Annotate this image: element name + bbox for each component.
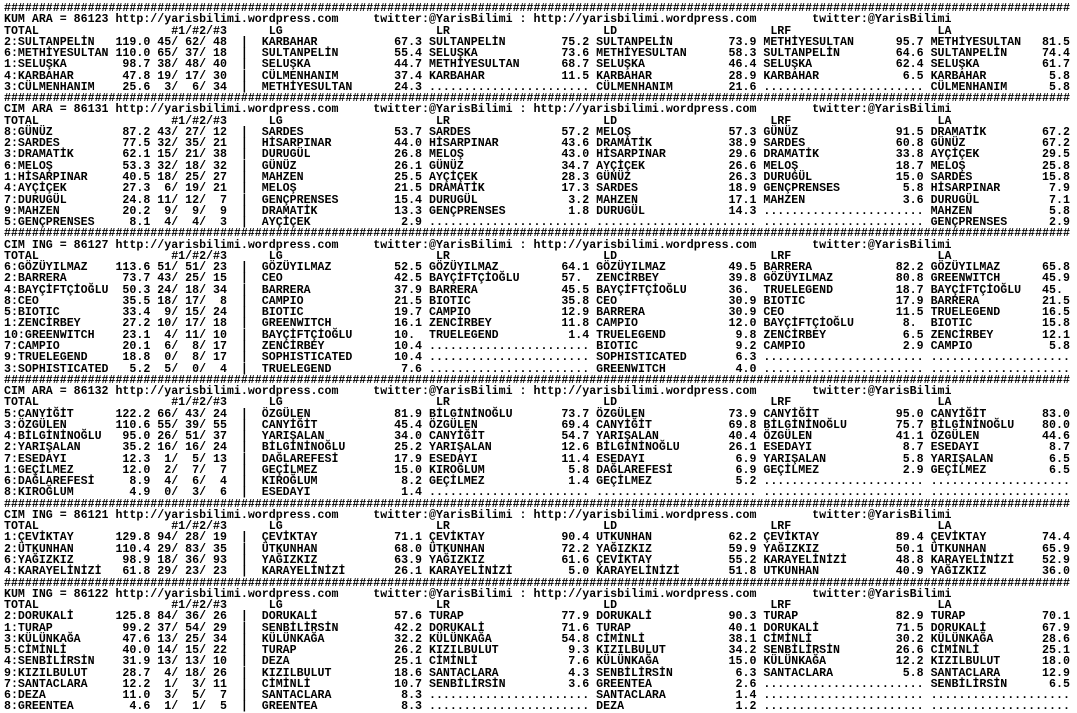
stat-row: 7:SANTACLARA 12.2 1/ 3/ 11 | CİMİNLİ 10.7 SENBİLİRSİN 3.6 GREENTEA 2.6 ....................... SENBİLİRSİN 6.5 [4, 677, 1070, 691]
stat-row: 9:KIZILBULUT 28.7 4/ 18/ 26 | KIZILBULUT 18.6 SANTACLARA 4.3 SENBİLİRSİN 6.3 SANTACLARA 5.8 SANTACLARA 12.9 [4, 666, 1070, 680]
stat-row: 1:ZENCİRBEY 27.2 10/ 17/ 18 | GREENWITCH 16.1 ZENCİRBEY 11.8 CAMPIO 12.0 BAYÇİFTÇİOĞLU 8. BIOTIC 15.8 [4, 317, 1070, 331]
stat-row: 6:DAĞLAREFESİ 8.9 4/ 6/ 4 | KIROĞLUM 8.2 GEÇİLMEZ 1.4 GEÇİLMEZ 5.2 ....................... .................... [4, 475, 1070, 489]
stat-row: 9:MAHZEN 20.2 9/ 9/ 9 | DRAMATİK 13.3 GENÇPRENSES 1.8 DURUGÜL 14.3 ....................... MAHZEN 5.8 [4, 204, 1070, 218]
column-headers: TOTAL #1/#2/#3 LG LR LD LRF LA [4, 396, 952, 410]
hash-divider: ######################################################################################################################################################### [4, 92, 1070, 106]
stat-row: 5:CANYİĞİT 122.2 66/ 43/ 24 | ÖZGÜLEN 81.9 BİLGİNİNOĞLU 73.7 ÖZGÜLEN 73.9 CANYİĞİT 95.0 CANYİĞİT 83.0 [4, 407, 1070, 421]
stat-row: 5:GENÇPRENSES 8.1 4/ 4/ 3 | AYÇİÇEK 2.9 ....................... ....................... ....................... GENÇPRENSES 2.9 [4, 216, 1070, 230]
section-title: CIM ARA = 86132 http://yarisbilimi.wordpress.com twitter:@YarisBilimi : http://yarisbilimi.wordpress.com twitter:@YarisBilimi [4, 385, 952, 399]
stat-row: 9:TRUELEGEND 18.8 0/ 8/ 17 | SOPHISTICATED 10.4 ....................... SOPHISTICATED 6.3 ....................... .................... [4, 351, 1070, 365]
stat-row: 4:AYÇİÇEK 27.3 6/ 19/ 21 | MELOŞ 21.5 DRAMATİK 17.3 SARDES 18.9 GENÇPRENSES 5.8 HİSARPINAR 7.9 [4, 182, 1070, 196]
stat-row: 6:DEZA 11.0 3/ 5/ 7 | SANTACLARA 8.3 ....................... SANTACLARA 1.4 ....................... .................... [4, 689, 1070, 703]
section-title: CIM ING = 86121 http://yarisbilimi.wordpress.com twitter:@YarisBilimi : http://yarisbilimi.wordpress.com twitter:@YarisBilimi [4, 508, 952, 522]
column-headers: TOTAL #1/#2/#3 LG LR LD LRF LA [4, 249, 952, 263]
stat-row: 2:SULTANPELİN 119.0 45/ 62/ 48 | KARBAHAR 67.3 SULTANPELİN 75.2 SULTANPELİN 73.9 METHİYESULTAN 95.7 METHİYESULTAN 81.5 [4, 35, 1070, 49]
stat-row: 6:MELOŞ 53.3 32/ 18/ 32 | GÜNÜZ 26.1 GÜNÜZ 34.7 AYÇİÇEK 26.6 MELOŞ 18.7 MELOŞ 25.8 [4, 159, 1070, 173]
stat-row: 4:BİLGİNİNOĞLU 95.0 26/ 51/ 37 | YARIŞALAN 34.0 CANYİĞİT 54.7 YARIŞALAN 40.4 ÖZGÜLEN 41.1 ÖZGÜLEN 44.6 [4, 430, 1070, 444]
column-headers: TOTAL #1/#2/#3 LG LR LD LRF LA [4, 520, 952, 534]
stat-row: 7:ESEDAYI 12.3 1/ 5/ 13 | DAĞLAREFESİ 17.9 ESEDAYI 11.4 ESEDAYI 6.9 YARIŞALAN 5.8 YARIŞALAN 6.5 [4, 452, 1070, 466]
stat-row: 4:BAYÇİFTÇİOĞLU 50.3 24/ 18/ 34 | BARRERA 37.9 BARRERA 45.5 BAYÇİFTÇİOĞLU 36. TRUELEGEND 18.7 BAYÇİFTÇİOĞLU 45. [4, 283, 1070, 297]
section-title: KUM ING = 86122 http://yarisbilimi.wordpress.com twitter:@YarisBilimi : http://yarisbilimi.wordpress.com twitter:@YarisBilimi [4, 587, 952, 601]
stat-row: 6:YAĞIZKIZ 98.9 18/ 36/ 93 | YAĞIZKIZ 63.9 YAĞIZKIZ 61.6 ÇEVİKTAY 55.2 KARAYELİNİZİ 48.8 KARAYELİNİZİ 52.9 [4, 554, 1070, 568]
stat-row: 5:BIOTIC 33.4 9/ 15/ 24 | BIOTIC 19.7 CAMPIO 12.9 BARRERA 30.9 CEO 11.5 TRUELEGEND 16.5 [4, 306, 1070, 320]
stat-row: 8:GÜNÜZ 87.2 43/ 27/ 12 | SARDES 53.7 SARDES 57.2 MELOŞ 57.3 GÜNÜZ 91.5 DRAMATİK 67.2 [4, 125, 1070, 139]
stat-row: 1:TURAP 99.2 37/ 54/ 29 | SENBİLİRSİN 42.2 DORUKALİ 71.6 TURAP 40.1 DORUKALİ 71.5 DORUKALİ 67.9 [4, 621, 1070, 635]
stat-row: 8:KIROĞLUM 4.9 0/ 3/ 6 | ESEDAYI 1.4 ....................... ....................... ....................... .................... [4, 486, 1070, 500]
stat-row: 10:GREENWITCH 23.1 4/ 11/ 10 | BAYÇİFTÇİOĞLU 10. TRUELEGEND 1.4 TRUELEGEND 9.8 ZENCİRBEY 6.5 ZENCİRBEY 12.1 [4, 328, 1070, 342]
stat-row: 3:CÜLMENHANIM 25.6 3/ 6/ 34 | METHİYESULTAN 24.3 ....................... CÜLMENHANIM 21.6 ....................... CÜLMENHANIM 5.8 [4, 80, 1070, 94]
hash-divider: ######################################################################################################################################################### [4, 576, 1070, 590]
hash-divider: ######################################################################################################################################################### [4, 227, 1070, 241]
stat-row: 4:KARAYELİNİZİ 61.8 29/ 23/ 23 | KARAYELİNİZİ 26.1 KARAYELİNİZİ 5.0 KARAYELİNİZİ 51.8 UTKUNHAN 40.9 YAĞIZKIZ 36.0 [4, 565, 1070, 579]
stat-row: 7:CAMPIO 20.1 6/ 8/ 17 | ZENCİRBEY 10.4 ....................... BIOTIC 9.2 CAMPIO 2.9 CAMPIO 5.8 [4, 339, 1070, 353]
stat-row: 7:DURUGÜL 24.8 11/ 12/ 7 | GENÇPRENSES 15.4 DURUGÜL 3.2 MAHZEN 17.1 MAHZEN 3.6 DURUGÜL 7.1 [4, 193, 1070, 207]
column-headers: TOTAL #1/#2/#3 LG LR LD LRF LA [4, 599, 952, 613]
section-title: CIM ARA = 86131 http://yarisbilimi.wordpress.com twitter:@YarisBilimi : http://yarisbilimi.wordpress.com twitter:@YarisBilimi [4, 103, 952, 117]
stat-row: 8:GREENTEA 4.6 1/ 1/ 5 | GREENTEA 8.3 ....................... DEZA 1.2 ....................... .................... [4, 700, 1070, 713]
stat-row: 2:BARRERA 73.7 43/ 25/ 15 | CEO 42.5 BAYÇİFTÇİOĞLU 57. ZENCİRBEY 39.8 GÖZÜYILMAZ 80.8 GREENWITCH 45.9 [4, 272, 1070, 286]
stat-row: 2:DORUKALİ 125.8 84/ 36/ 26 | DORUKALİ 57.6 TURAP 77.9 DORUKALİ 90.3 TURAP 82.9 TURAP 70.1 [4, 610, 1070, 624]
stat-row: 8:CEO 35.5 18/ 17/ 8 | CAMPIO 21.5 BIOTIC 35.8 CEO 30.9 BIOTIC 17.9 BARRERA 21.5 [4, 294, 1070, 308]
hash-divider: ######################################################################################################################################################### [4, 2, 1070, 15]
section-title: KUM ARA = 86123 http://yarisbilimi.wordpress.com twitter:@YarisBilimi : http://yarisbilimi.wordpress.com twitter:@YarisBilimi [4, 13, 952, 27]
stat-row: 1:HİSARPINAR 40.5 18/ 25/ 27 | MAHZEN 25.5 AYÇİÇEK 28.3 GÜNÜZ 26.3 DURUGÜL 15.0 SARDES 15.8 [4, 170, 1070, 184]
stat-row: 4:KARBAHAR 47.8 19/ 17/ 30 | CÜLMENHANIM 37.4 KARBAHAR 11.5 KARBAHAR 28.9 KARBAHAR 6.5 KARBAHAR 5.8 [4, 69, 1070, 83]
stat-row: 2:SARDES 77.5 32/ 35/ 21 | HİSARPINAR 44.0 HİSARPINAR 43.6 DRAMATİK 38.9 SARDES 60.8 GÜNÜZ 67.2 [4, 137, 1070, 151]
stat-row: 3:DRAMATİK 62.1 15/ 21/ 38 | DURUGÜL 26.8 MELOŞ 43.0 HİSARPINAR 29.6 DRAMATİK 33.8 AYÇİÇEK 29.5 [4, 148, 1070, 162]
stat-row: 6:METHİYESULTAN 110.0 65/ 37/ 18 | SULTANPELİN 55.4 SELUŞKA 73.6 METHİYESULTAN 58.3 SULTANPELİN 64.6 SULTANPELİN 74.4 [4, 47, 1070, 61]
column-headers: TOTAL #1/#2/#3 LG LR LD LRF LA [4, 24, 952, 38]
stat-row: 3:KÜLÜNKAĞA 47.6 13/ 25/ 34 | KÜLÜNKAĞA 32.2 KÜLÜNKAĞA 54.8 CİMİNLİ 38.1 CİMİNLİ 30.2 KÜLÜNKAĞA 28.6 [4, 632, 1070, 646]
stat-row: 5:CİMİNLİ 40.0 14/ 15/ 22 | TURAP 26.2 KIZILBULUT 9.3 KIZILBULUT 34.2 SENBİLİRSİN 26.6 CİMİNLİ 25.1 [4, 644, 1070, 658]
hash-divider: ######################################################################################################################################################### [4, 497, 1070, 511]
stat-row: 3:ÖZGÜLEN 110.6 55/ 39/ 55 | CANYİĞİT 45.4 ÖZGÜLEN 69.4 CANYİĞİT 69.8 BİLGİNİNOĞLU 75.7 BİLGİNİNOĞLU 80.0 [4, 418, 1070, 432]
column-headers: TOTAL #1/#2/#3 LG LR LD LRF LA [4, 114, 952, 128]
stat-row: 1:ÇEVİKTAY 129.8 94/ 28/ 19 | ÇEVİKTAY 71.1 ÇEVİKTAY 90.4 UTKUNHAN 62.2 ÇEVİKTAY 89.4 ÇEVİKTAY 74.4 [4, 531, 1070, 545]
stat-row: 1:GEÇİLMEZ 12.0 2/ 7/ 7 | GEÇİLMEZ 15.0 KIROĞLUM 5.8 DAĞLAREFESİ 6.9 GEÇİLMEZ 2.9 GEÇİLMEZ 6.5 [4, 463, 1070, 477]
stat-row: 2:YARIŞALAN 35.2 16/ 16/ 24 | BİLGİNİNOĞLU 25.2 YARIŞALAN 12.6 BİLGİNİNOĞLU 26.1 ESEDAYI 8.7 ESEDAYI 8.7 [4, 441, 1070, 455]
hash-divider: ######################################################################################################################################################### [4, 373, 1070, 387]
stat-row: 3:SOPHISTICATED 5.2 5/ 0/ 4 | TRUELEGEND 7.6 ....................... GREENWITCH 4.0 ....................... .................... [4, 362, 1070, 376]
stat-row: 2:ÜTKUNHAN 110.4 29/ 83/ 35 | ÜTKUNHAN 68.0 ÜTKUNHAN 72.2 YAĞIZKIZ 59.9 YAĞIZKIZ 50.1 ÜTKUNHAN 65.9 [4, 542, 1070, 556]
section-title: CIM ING = 86127 http://yarisbilimi.wordpress.com twitter:@YarisBilimi : http://yarisbilimi.wordpress.com twitter:@YarisBilimi [4, 238, 952, 252]
stat-row: 4:SENBİLİRSİN 31.9 13/ 13/ 10 | DEZA 25.1 CİMİNLİ 7.6 KÜLÜNKAĞA 15.0 KÜLÜNKAĞA 12.2 KIZILBULUT 18.0 [4, 655, 1070, 669]
stat-row: 1:SELUŞKA 98.7 38/ 48/ 40 | SELUŞKA 44.7 METHİYESULTAN 68.7 SELUŞKA 46.4 SELUŞKA 62.4 SELUŞKA 61.7 [4, 58, 1070, 72]
stat-row: 6:GÖZÜYILMAZ 113.6 51/ 51/ 23 | GÖZÜYILMAZ 52.5 GÖZÜYILMAZ 64.1 GÖZÜYILMAZ 49.5 BARRERA 82.2 GÖZÜYILMAZ 65.8 [4, 261, 1070, 275]
